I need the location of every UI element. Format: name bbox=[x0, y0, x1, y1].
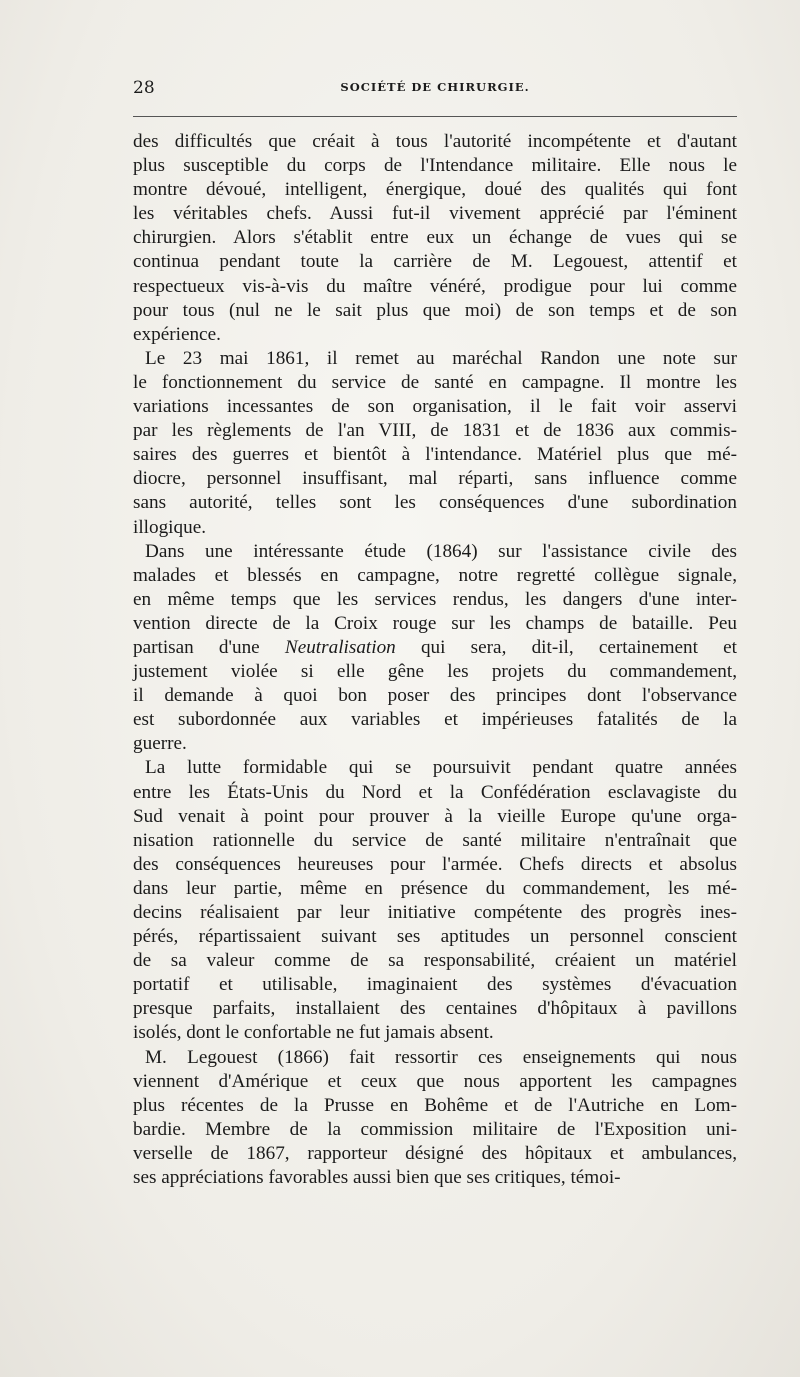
text-line: entre les États-Unis du Nord et la Confédération esclavagiste du bbox=[133, 781, 737, 803]
text-line: plus susceptible du corps de l'Intendance militaire. Elle nous le bbox=[133, 155, 737, 177]
text-line: en même temps que les services rendus, les dangers d'une inter- bbox=[133, 588, 737, 610]
text-line: M. Legouest (1866) fait ressortir ces enseignements qui nous bbox=[145, 1046, 737, 1068]
text-line: verselle de 1867, rapporteur désigné des hôpitaux et ambulances, bbox=[133, 1142, 737, 1164]
header-rule bbox=[133, 116, 737, 117]
text-line: plus récentes de la Prusse en Bohême et de l'Autriche en Lom- bbox=[133, 1094, 737, 1116]
text-line: dans leur partie, même en présence du commandement, les mé- bbox=[133, 877, 737, 899]
text-line: pour tous (nul ne le sait plus que moi) de son temps et de son bbox=[133, 299, 737, 321]
text-line: par les règlements de l'an VIII, de 1831 et de 1836 aux commis- bbox=[133, 420, 737, 442]
body-text bbox=[133, 130, 737, 1190]
text-line: portatif et utilisable, imaginaient des systèmes d'évacuation bbox=[133, 974, 737, 996]
text-line: La lutte formidable qui se poursuivit pendant quatre années bbox=[145, 757, 737, 779]
text-line: continua pendant toute la carrière de M. Legouest, attentif et bbox=[133, 251, 737, 273]
text-line: diocre, personnel insuffisant, mal réparti, sans influence comme bbox=[133, 468, 737, 490]
italic-term: Neutralisation bbox=[284, 636, 396, 658]
text-line: les véritables chefs. Aussi fut-il vivement apprécié par l'éminent bbox=[133, 203, 737, 225]
text-line: malades et blessés en campagne, notre regretté collègue signale, bbox=[133, 564, 737, 586]
text-line: expérience. bbox=[133, 323, 221, 345]
running-head: SOCIÉTÉ DE CHIRURGIE. bbox=[340, 80, 530, 94]
text-line: des difficultés que créait à tous l'autorité incompétente et d'autant bbox=[133, 131, 737, 152]
text-line: variations incessantes de son organisation, il le fait voir asservi bbox=[133, 396, 737, 418]
text-line: guerre. bbox=[133, 733, 187, 755]
text-line: de sa valeur comme de sa responsabilité, créaient un matériel bbox=[133, 950, 737, 972]
page-header bbox=[133, 78, 737, 104]
page-number: 28 bbox=[133, 78, 155, 98]
text-line: des conséquences heureuses pour l'armée. Chefs directs et absolus bbox=[133, 853, 737, 875]
text-line: Sud venait à point pour prouver à la vieille Europe qu'une orga- bbox=[133, 805, 737, 827]
text-line: saires des guerres et bientôt à l'intendance. Matériel plus que mé- bbox=[133, 444, 737, 466]
text-line: partisan d'une Neutralisation qui sera, dit-il, certainement et bbox=[133, 636, 737, 658]
text-line: Le 23 mai 1861, il remet au maréchal Randon une note sur bbox=[145, 347, 737, 369]
text-line: est subordonnée aux variables et impérieuses fatalités de la bbox=[133, 709, 737, 731]
text-line: pérés, répartissaient suivant ses aptitudes un personnel conscient bbox=[133, 926, 737, 948]
text-line: illogique. bbox=[133, 516, 207, 538]
text-line: respectueux vis-à-vis du maître vénéré, prodigue pour lui comme bbox=[133, 275, 737, 297]
text-line: chirurgien. Alors s'établit entre eux un échange de vues qui se bbox=[133, 227, 737, 249]
text-line: viennent d'Amérique et ceux que nous apportent les campagnes bbox=[133, 1070, 737, 1092]
text-line: vention directe de la Croix rouge sur les champs de bataille. Peu bbox=[133, 612, 737, 634]
text-line: Dans une intéressante étude (1864) sur l'assistance civile des bbox=[145, 540, 737, 562]
text-line: bardie. Membre de la commission militaire de l'Exposition uni- bbox=[133, 1118, 737, 1140]
text-line: justement violée si elle gêne les projets du commandement, bbox=[133, 661, 737, 683]
text-line: il demande à quoi bon poser des principes dont l'observance bbox=[133, 685, 737, 707]
text-line: montre dévoué, intelligent, énergique, doué des qualités qui font bbox=[133, 179, 737, 201]
text-line: ses appréciations favorables aussi bien que ses critiques, témoi- bbox=[133, 1167, 621, 1189]
text-line: presque parfaits, installaient des centaines d'hôpitaux à pavillons bbox=[133, 998, 737, 1020]
text-line: le fonctionnement du service de santé en campagne. Il montre les bbox=[133, 371, 737, 393]
text-line: isolés, dont le confortable ne fut jamais absent. bbox=[133, 1022, 494, 1044]
text-line: nisation rationnelle du service de santé militaire n'entraînait que bbox=[133, 829, 737, 851]
text-line: decins réalisaient par leur initiative compétente des progrès ines- bbox=[133, 902, 737, 923]
text-line: sans autorité, telles sont les conséquences d'une subordination bbox=[133, 492, 737, 514]
